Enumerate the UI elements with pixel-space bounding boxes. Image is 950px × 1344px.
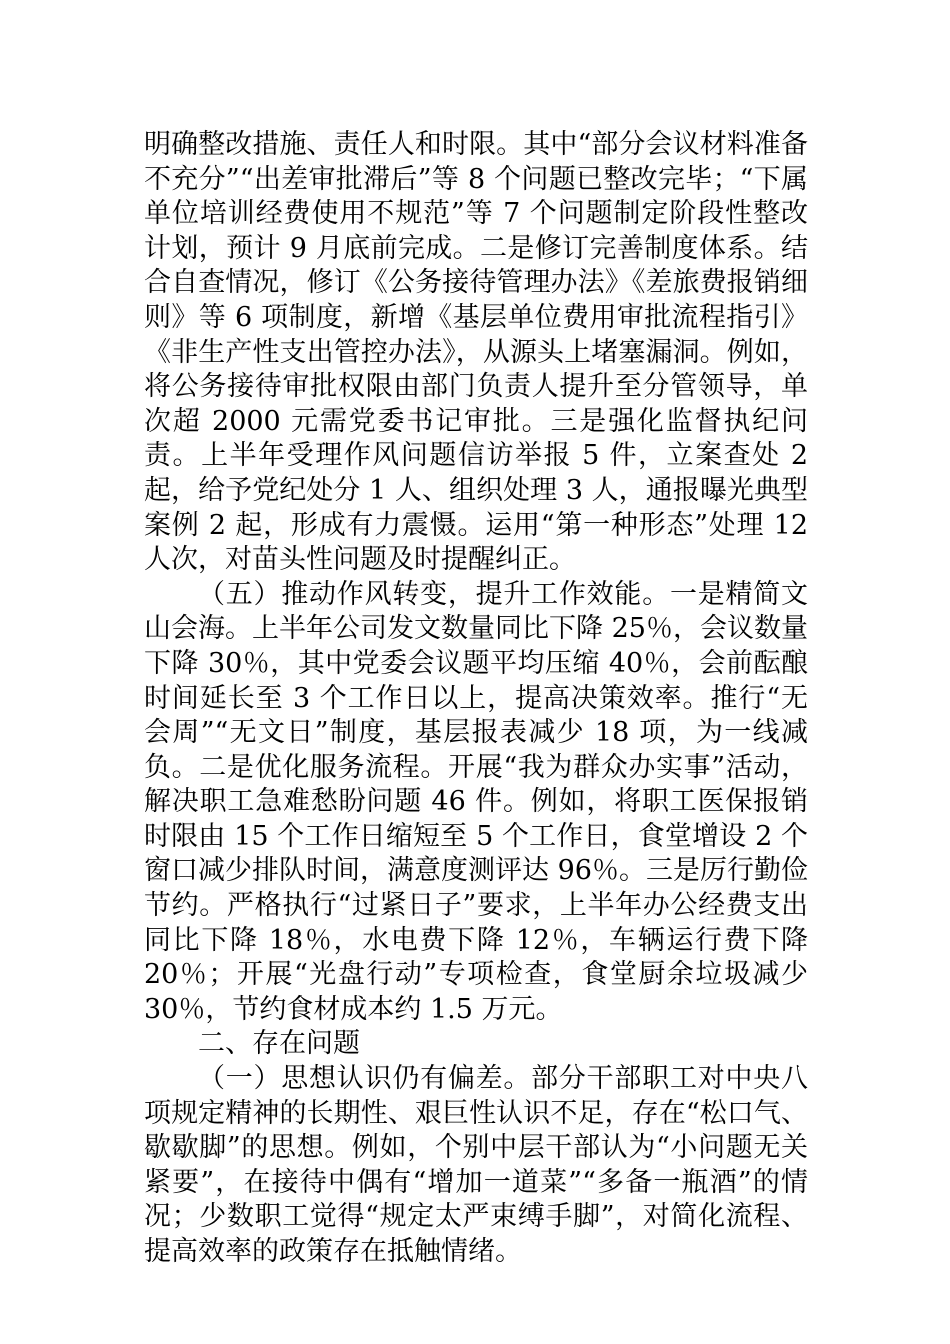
body-paragraph-work-efficiency: （五）推动作风转变，提升工作效能。一是精简文山会海。上半年公司发文数量同比下降 25％，会议数量下降 30％，其中党委会议题平均压缩 40％，会前酝酿时间延长至 3 个工作日以上，提高决策效率。推行“无会周”“无文日”制度，基层报表减少 18 项，为一线减负。二是优化服务流程。开展“我为群众办实事”活动，解决职工急难愁盼问题 46 件。例如，将职工医保报销时限由 15 个工作日缩短至 5 个工作日，食堂增设 2 个窗口减少排队时间，满意度测评达 96％。三是厉行勤俭节约。严格执行“过紧日子”要求，上半年办公经费支出同比下降 18％，水电费下降 12％，车辆运行费下降 20％；开展“光盘行动”专项检查，食堂厨余垃圾减少 30％，节约食材成本约 1.5 万元。 <box>144 578 808 1025</box>
document-body <box>144 128 808 1270</box>
body-paragraph-ideological-awareness: （一）思想认识仍有偏差。部分干部职工对中央八项规定精神的长期性、艰巨性认识不足，存在“松口气、歇歇脚”的思想。例如，个别中层干部认为“小问题无关紧要”，在接待中偶有“增加一道菜”“多备一瓶酒”的情况；少数职工觉得“规定太严束缚手脚”，对简化流程、提高效率的政策存在抵触情绪。 <box>144 1063 808 1267</box>
section-heading-problems: 二、存在问题 <box>198 1028 360 1060</box>
body-paragraph-continued: 明确整改措施、责任人和时限。其中“部分会议材料准备不充分”“出差审批滞后”等 8 个问题已整改完毕；“下属单位培训经费使用不规范”等 7 个问题制定阶段性整改计划，预计 9 月底前完成。二是修订完善制度体系。结合自查情况，修订《公务接待管理办法》《差旅费报销细则》等 6 项制度，新增《基层单位费用审批流程指引》《非生产性支出管控办法》，从源头上堵塞漏洞。例如，将公务接待审批权限由部门负责人提升至分管领导，单次超 2000 元需党委书记审批。三是强化监督执纪问责。上半年受理作风问题信访举报 5 件，立案查处 2 起，给予党纪处分 1 人、组织处理 3 人，通报曝光典型案例 2 起，形成有力震慑。运用“第一种形态”处理 12 人次，对苗头性问题及时提醒纠正。 <box>144 129 808 576</box>
